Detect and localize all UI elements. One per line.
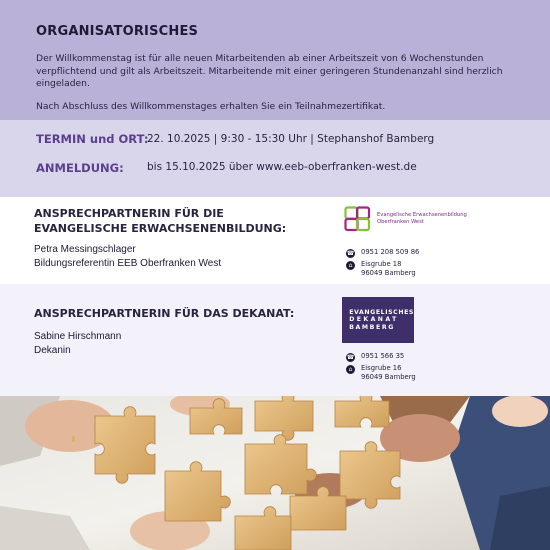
dekanat-logo-line2: DEKANAT <box>349 316 399 324</box>
home-icon: ⌂ <box>346 261 355 270</box>
dekanat-logo-line3: BAMBERG <box>349 323 395 331</box>
eeb-phone-line <box>346 248 419 258</box>
dekanat-address <box>361 364 416 381</box>
dekanat-person-role: Dekanin <box>34 345 71 356</box>
eeb-logo <box>344 206 467 232</box>
anmeldung-value: bis 15.10.2025 über www.eeb-oberfranken-west.de <box>147 161 417 173</box>
puzzle-illustration <box>0 396 550 550</box>
puzzle-hands-photo <box>0 396 550 550</box>
dekanat-contact-section <box>0 284 550 396</box>
eeb-address-line1: Eisgrube 18 <box>361 260 402 268</box>
termin-label: TERMIN und ORT: <box>36 132 149 146</box>
phone-icon: ☎ <box>346 354 355 361</box>
eeb-logo-line2: Oberfranken West <box>377 219 424 225</box>
eeb-contact-section <box>0 197 550 284</box>
termin-section <box>0 120 550 197</box>
dekanat-address-line <box>346 364 416 381</box>
dekanat-contact-title: ANSPRECHPARTNERIN FÜR DAS DEKANAT: <box>34 307 295 320</box>
dekanat-address-line1: Eisgrube 16 <box>361 364 402 372</box>
eeb-logo-line1: Evangelische Erwachsenenbildung <box>377 212 467 218</box>
organisatorisches-section <box>0 0 550 120</box>
anmeldung-label: ANMELDUNG: <box>36 161 124 175</box>
dekanat-address-line2: 96049 Bamberg <box>361 372 416 381</box>
dekanat-phone: 0951 566 35 <box>361 352 405 360</box>
dekanat-logo-line1: EVANGELISCHES <box>349 308 414 316</box>
eeb-title-line1: ANSPRECHPARTNERIN FÜR DIE <box>34 207 224 220</box>
eeb-logo-mark <box>344 206 372 232</box>
eeb-address-line <box>346 260 416 277</box>
dekanat-person-name: Sabine Hirschmann <box>34 331 122 342</box>
eeb-person-name: Petra Messingschlager <box>34 244 136 255</box>
certificate-paragraph: Nach Abschluss des Willkommenstages erhalten Sie ein Teilnahmezertifikat. <box>36 100 386 112</box>
eeb-phone: 0951 208 509 86 <box>361 248 420 256</box>
eeb-address-line2: 96049 Bamberg <box>361 268 416 277</box>
termin-value: 22. 10.2025 | 9:30 - 15:30 Uhr | Stephanshof Bamberg <box>147 133 435 145</box>
phone-icon: ☎ <box>346 250 355 257</box>
eeb-address <box>361 260 416 277</box>
dekanat-phone-line <box>346 352 404 362</box>
home-icon: ⌂ <box>346 365 355 374</box>
eeb-person <box>34 243 221 271</box>
dekanat-person <box>34 330 121 358</box>
eeb-title-line2: EVANGELISCHE ERWACHSENENBILDUNG: <box>34 222 287 235</box>
eeb-contact-title <box>34 206 286 236</box>
info-paragraph: Der Willkommenstag ist für alle neuen Mitarbeitenden ab einer Arbeitszeit von 6 Wochenstunden verpflichtend und gilt als Arbeitszeit. Mitarbeitende mit einer geringeren Stundenanzahl sind herzlich eingeladen. <box>36 53 503 89</box>
dekanat-logo <box>342 297 414 343</box>
eeb-person-role: Bildungsreferentin EEB Oberfranken West <box>34 258 222 269</box>
section-title: ORGANISATORISCHES <box>36 24 199 39</box>
